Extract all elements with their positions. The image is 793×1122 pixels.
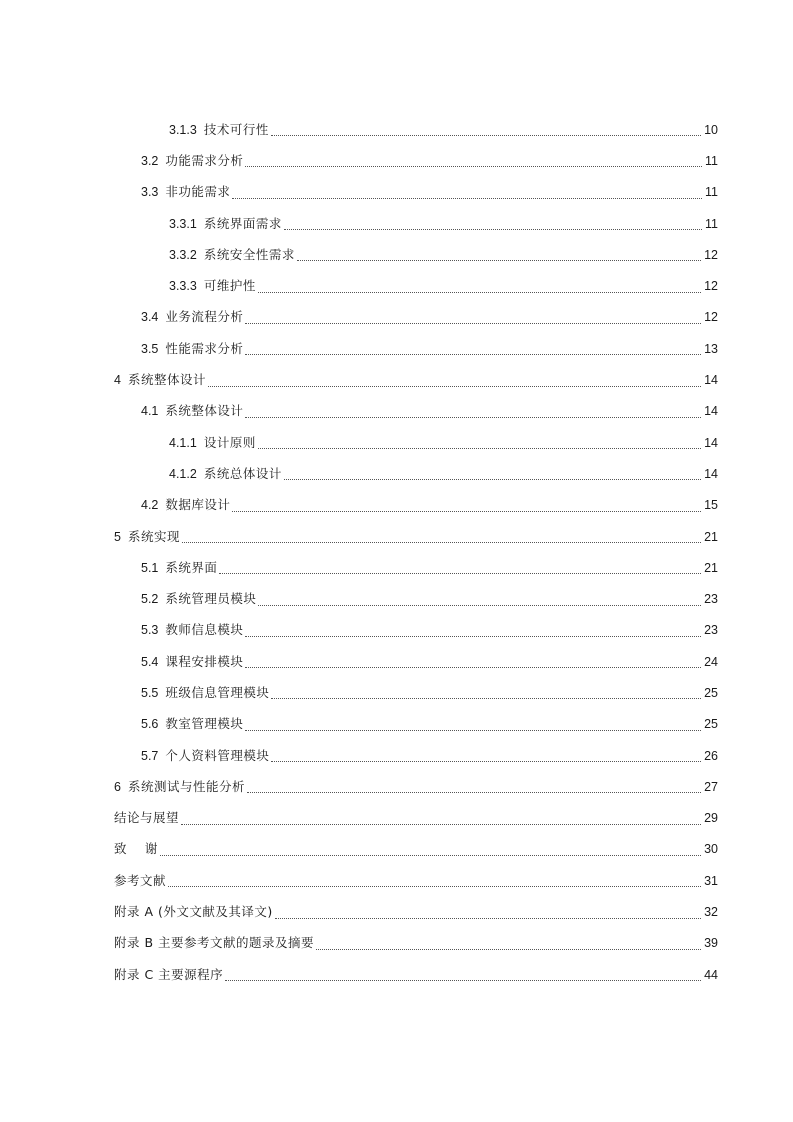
toc-entry-number: 5.7 (141, 748, 159, 763)
toc-entry[interactable] (0, 177, 793, 208)
toc-entry-title: 系统安全性需求 (203, 246, 295, 262)
toc-entry-page-number: 11 (705, 153, 718, 168)
toc-entry-title: 系统总体设计 (203, 465, 282, 481)
toc-dot-leader (271, 121, 701, 136)
toc-entry-title: 个人资料管理模块 (165, 747, 270, 763)
toc-entry[interactable] (0, 208, 793, 239)
toc-entry-number: 4.1 (141, 404, 159, 419)
toc-entry-number: 4.1.2 (169, 466, 197, 481)
toc-entry-page-number: 14 (704, 373, 718, 388)
toc-entry[interactable] (0, 521, 793, 552)
toc-entry-page-number: 11 (705, 216, 718, 231)
toc-entry-title: 附录 C 主要源程序 (114, 966, 224, 982)
toc-entry-title: 结论与展望 (114, 810, 180, 826)
toc-entry[interactable] (0, 928, 793, 959)
toc-dot-leader (271, 747, 701, 762)
toc-entry[interactable] (0, 333, 793, 364)
toc-entry-number: 5.2 (141, 592, 159, 607)
toc-dot-leader (258, 591, 701, 606)
toc-entry-number: 3.3.1 (169, 216, 197, 231)
toc-entry[interactable] (0, 114, 793, 145)
toc-dot-leader (271, 684, 701, 699)
toc-entry-number: 5.5 (141, 685, 159, 700)
toc-entry[interactable] (0, 552, 793, 583)
toc-dot-leader (284, 465, 701, 480)
toc-entry-number: 6 (114, 779, 121, 794)
toc-entry-page-number: 24 (704, 654, 718, 669)
toc-entry-title: 系统整体设计 (127, 372, 206, 388)
toc-entry-number: 5.3 (141, 623, 159, 638)
toc-entry-page-number: 25 (704, 685, 718, 700)
toc-entry-title: 课程安排模块 (165, 653, 244, 669)
toc-entry[interactable] (0, 646, 793, 677)
toc-entry-title: 系统管理员模块 (165, 591, 257, 607)
toc-entry[interactable] (0, 709, 793, 740)
toc-entry-page-number: 27 (704, 779, 718, 794)
toc-dot-leader (247, 778, 701, 793)
toc-entry-title: 致 谢 (114, 841, 158, 857)
toc-entry-title: 可维护性 (203, 278, 256, 294)
toc-entry-page-number: 13 (704, 341, 718, 356)
toc-entry-page-number: 12 (704, 310, 718, 325)
toc-entry-page-number: 31 (704, 873, 718, 888)
table-of-contents (0, 114, 793, 990)
toc-entry-title: 系统测试与性能分析 (127, 778, 245, 794)
toc-entry-page-number: 25 (704, 717, 718, 732)
toc-entry-title: 参考文献 (114, 872, 167, 888)
toc-dot-leader (297, 246, 701, 261)
toc-dot-leader (275, 904, 701, 919)
toc-entry-number: 3.3 (141, 185, 159, 200)
toc-entry-title: 班级信息管理模块 (165, 684, 270, 700)
toc-entry[interactable] (0, 396, 793, 427)
toc-entry-title: 业务流程分析 (165, 309, 244, 325)
toc-entry-page-number: 12 (704, 247, 718, 262)
toc-entry-title: 系统整体设计 (165, 403, 244, 419)
toc-entry-number: 5 (114, 529, 121, 544)
toc-entry[interactable] (0, 740, 793, 771)
toc-entry-page-number: 29 (704, 811, 718, 826)
toc-dot-leader (245, 309, 701, 324)
toc-entry-page-number: 14 (704, 435, 718, 450)
toc-entry-page-number: 10 (704, 122, 718, 137)
toc-dot-leader (160, 841, 701, 856)
toc-entry-page-number: 14 (704, 466, 718, 481)
toc-entry[interactable] (0, 771, 793, 802)
toc-entry-page-number: 23 (704, 592, 718, 607)
toc-dot-leader (168, 872, 701, 887)
toc-entry-title: 系统界面需求 (203, 215, 282, 231)
toc-entry[interactable] (0, 896, 793, 927)
toc-entry-page-number: 14 (704, 404, 718, 419)
toc-entry[interactable] (0, 302, 793, 333)
toc-entry[interactable] (0, 490, 793, 521)
toc-entry-title: 功能需求分析 (165, 152, 244, 168)
toc-entry-title: 系统界面 (165, 559, 218, 575)
toc-dot-leader (219, 559, 701, 574)
toc-entry[interactable] (0, 364, 793, 395)
toc-entry-title: 教室管理模块 (165, 716, 244, 732)
toc-entry-number: 5.4 (141, 654, 159, 669)
toc-entry-title: 非功能需求 (165, 184, 231, 200)
toc-dot-leader (232, 497, 701, 512)
toc-entry-number: 5.1 (141, 560, 159, 575)
toc-entry-page-number: 44 (704, 967, 718, 982)
toc-dot-leader (316, 935, 701, 950)
toc-entry-page-number: 26 (704, 748, 718, 763)
toc-entry-number: 3.4 (141, 310, 159, 325)
toc-dot-leader (245, 622, 701, 637)
toc-entry-page-number: 21 (704, 529, 718, 544)
toc-dot-leader (258, 278, 701, 293)
toc-entry-title: 附录 B 主要参考文献的题录及摘要 (114, 935, 315, 951)
toc-dot-leader (225, 966, 701, 981)
toc-dot-leader (245, 152, 702, 167)
toc-entry[interactable] (0, 803, 793, 834)
toc-entry[interactable] (0, 427, 793, 458)
toc-entry-page-number: 30 (704, 842, 718, 857)
toc-entry-title: 教师信息模块 (165, 622, 244, 638)
toc-entry[interactable] (0, 959, 793, 990)
toc-entry-page-number: 23 (704, 623, 718, 638)
toc-entry[interactable] (0, 145, 793, 176)
toc-entry-title: 系统实现 (127, 528, 180, 544)
toc-entry-page-number: 11 (705, 185, 718, 200)
toc-entry[interactable] (0, 834, 793, 865)
toc-entry-number: 4.1.1 (169, 435, 197, 450)
toc-entry-number: 3.2 (141, 153, 159, 168)
toc-dot-leader (245, 716, 701, 731)
toc-dot-leader (245, 653, 701, 668)
toc-entry[interactable] (0, 615, 793, 646)
toc-dot-leader (182, 528, 701, 543)
toc-entry-title: 技术可行性 (203, 121, 269, 137)
toc-entry[interactable] (0, 239, 793, 270)
toc-entry[interactable] (0, 865, 793, 896)
toc-entry-number: 3.3.3 (169, 279, 197, 294)
toc-dot-leader (245, 340, 701, 355)
toc-dot-leader (208, 372, 701, 387)
toc-entry-number: 3.5 (141, 341, 159, 356)
toc-entry-page-number: 12 (704, 279, 718, 294)
toc-entry[interactable] (0, 583, 793, 614)
toc-entry-title: 性能需求分析 (165, 340, 244, 356)
toc-dot-leader (284, 215, 702, 230)
toc-entry-number: 4 (114, 373, 121, 388)
toc-entry-title: 设计原则 (203, 434, 256, 450)
toc-entry-number: 3.3.2 (169, 247, 197, 262)
toc-entry-page-number: 15 (704, 498, 718, 513)
toc-entry-number: 4.2 (141, 498, 159, 513)
toc-dot-leader (245, 403, 701, 418)
toc-entry-title: 附录 A (外文文献及其译文) (114, 904, 273, 920)
toc-dot-leader (258, 434, 701, 449)
toc-entry-page-number: 39 (704, 936, 718, 951)
toc-entry-number: 3.1.3 (169, 122, 197, 137)
toc-entry-page-number: 21 (704, 560, 718, 575)
toc-dot-leader (232, 184, 702, 199)
toc-entry[interactable] (0, 677, 793, 708)
toc-entry-number: 5.6 (141, 717, 159, 732)
toc-entry-page-number: 32 (704, 905, 718, 920)
toc-entry-title: 数据库设计 (165, 497, 231, 513)
toc-entry[interactable] (0, 458, 793, 489)
toc-entry[interactable] (0, 270, 793, 301)
toc-dot-leader (181, 810, 701, 825)
